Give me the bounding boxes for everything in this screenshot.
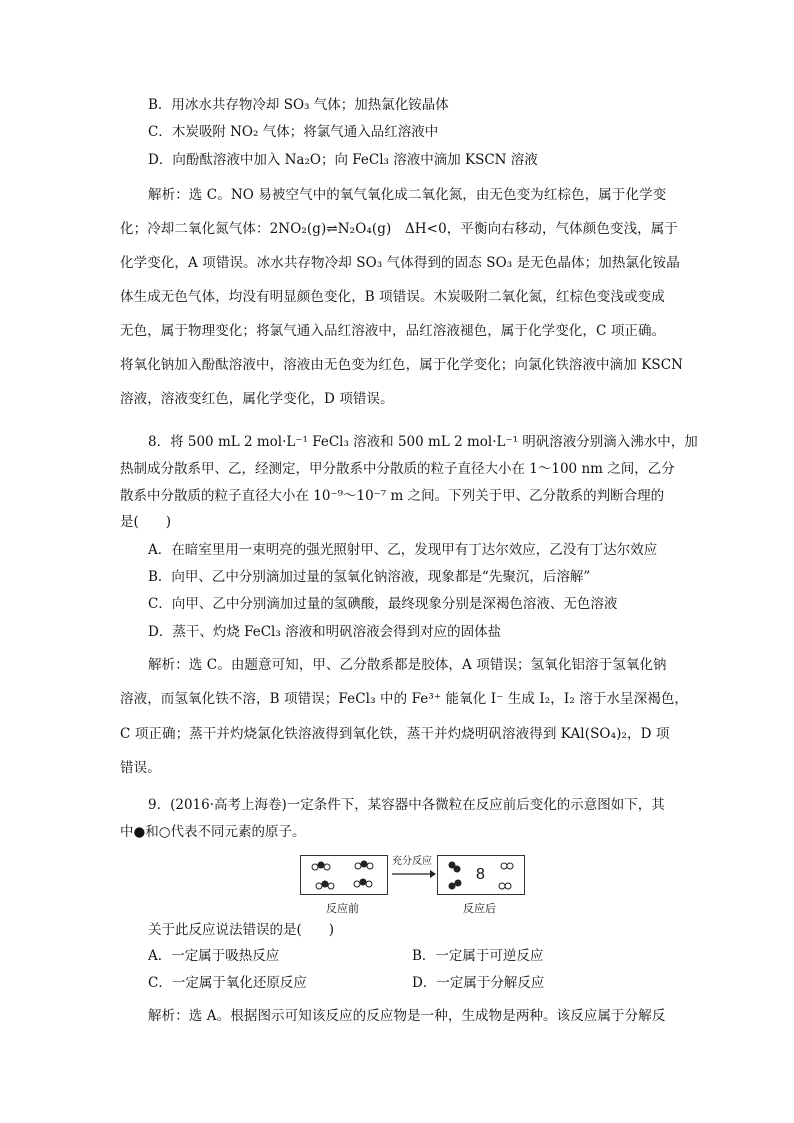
q7-analysis-line: 化学变化，A 项错误。冰水共存物冷却 SO₃ 气体得到的固态 SO₃ 是无色晶体；加热氯化铵晶 <box>120 255 680 271</box>
q8-analysis-line: 溶液，而氢氧化铁不溶，B 项错误；FeCl₃ 中的 Fe³⁺ 能氧化 I⁻ 生成 I₂，I₂ 溶于水呈深褐色， <box>120 691 689 707</box>
q9-option-a: A．一定属于吸热反应 <box>148 948 280 964</box>
q7-analysis-line: 无色，属于物理变化；将氯气通入品红溶液中，品红溶液褪色，属于化学变化，C 项正确。 <box>120 323 666 339</box>
before-caption: 反应前 <box>326 902 359 915</box>
q9-option-c: C．一定属于氧化还原反应 <box>148 975 307 991</box>
q8-stem-line: 热制成分散系甲、乙，经测定，甲分散系中分散质的粒子直径大小在 1～100 nm 之间，乙分 <box>120 461 675 477</box>
q7-option-b: B．用冰水共存物冷却 SO₃ 气体；加热氯化铵晶体 <box>148 97 449 113</box>
q8-option-a: A．在暗室里用一束明亮的强光照射甲、乙，发现甲有丁达尔效应，乙没有丁达尔效应 <box>148 542 658 558</box>
q9-stem-line: 中●和○代表不同元素的原子。 <box>120 824 306 840</box>
q7-analysis-line: 体生成无色气体，均没有明显颜色变化，B 项错误。木炭吸附二氧化氮，红棕色变浅或变成 <box>120 289 665 305</box>
after-box <box>437 855 525 895</box>
q7-option-d: D．向酚酞溶液中加入 Na₂O；向 FeCl₃ 溶液中滴加 KSCN 溶液 <box>148 152 538 168</box>
after-caption: 反应后 <box>463 902 496 915</box>
q7-analysis-line: 化；冷却二氧化氮气体：2NO₂(g)⇌N₂O₄(g) ΔH<0，平衡向右移动，气体颜色变浅，属于 <box>120 221 678 237</box>
q9-analysis-line: 解析：选 A。根据图示可知该反应的反应物是一种，生成物是两种。该反应属于分解反 <box>148 1008 666 1024</box>
arrow-label: 充分反应 <box>392 856 432 867</box>
q8-option-b: B．向甲、乙中分别滴加过量的氢氧化钠溶液，现象都是“先聚沉，后溶解” <box>148 569 591 585</box>
q8-analysis-line: C 项正确；蒸干并灼烧氯化铁溶液得到氧化铁，蒸干并灼烧明矾溶液得到 KAl(SO₄)₂，D 项 <box>120 726 670 742</box>
q7-analysis-line: 将氧化钠加入酚酞溶液中，溶液由无色变为红色，属于化学变化；向氯化铁溶液中滴加 KSCN <box>120 357 684 373</box>
q7-option-c: C．木炭吸附 NO₂ 气体；将氯气通入品红溶液中 <box>148 124 439 140</box>
q9-option-d: D．一定属于分解反应 <box>412 975 545 991</box>
q8-analysis-line: 错误。 <box>120 760 161 776</box>
q8-analysis-line: 解析：选 C。由题意可知，甲、乙分散系都是胶体，A 项错误；氢氧化铝溶于氢氧化钠 <box>148 657 667 673</box>
q8-stem-line: 是( ) <box>120 514 172 530</box>
q7-analysis-line: 解析：选 C。NO 易被空气中的氧气氧化成二氧化氮，由无色变为红棕色，属于化学变 <box>148 187 667 203</box>
arrow-icon <box>390 868 436 880</box>
reaction-diagram <box>300 855 525 915</box>
q7-analysis-line: 溶液，溶液变红色，属化学变化，D 项错误。 <box>120 391 394 407</box>
center-mark: 8 <box>476 866 485 883</box>
q8-stem-line: 散系中分散质的粒子直径大小在 10⁻⁹～10⁻⁷ m 之间。下列关于甲、乙分散系的判断合理的 <box>120 488 665 504</box>
q9-option-b: B．一定属于可逆反应 <box>412 948 544 964</box>
q8-stem-line: 8．将 500 mL 2 mol·L⁻¹ FeCl₃ 溶液和 500 mL 2 mol·L⁻¹ 明矾溶液分别滴入沸水中，加 <box>148 434 698 450</box>
q9-question: 关于此反应说法错误的是( ) <box>148 922 335 938</box>
molecule-icon <box>301 856 389 896</box>
before-box <box>300 855 388 895</box>
q9-stem-line: 9．(2016·高考上海卷)一定条件下，某容器中各微粒在反应前后变化的示意图如下，其 <box>148 797 665 813</box>
q8-option-d: D．蒸干、灼烧 FeCl₃ 溶液和明矾溶液会得到对应的固体盐 <box>148 624 502 640</box>
q8-option-c: C．向甲、乙中分别滴加过量的氢碘酸，最终现象分别是深褐色溶液、无色溶液 <box>148 596 618 612</box>
